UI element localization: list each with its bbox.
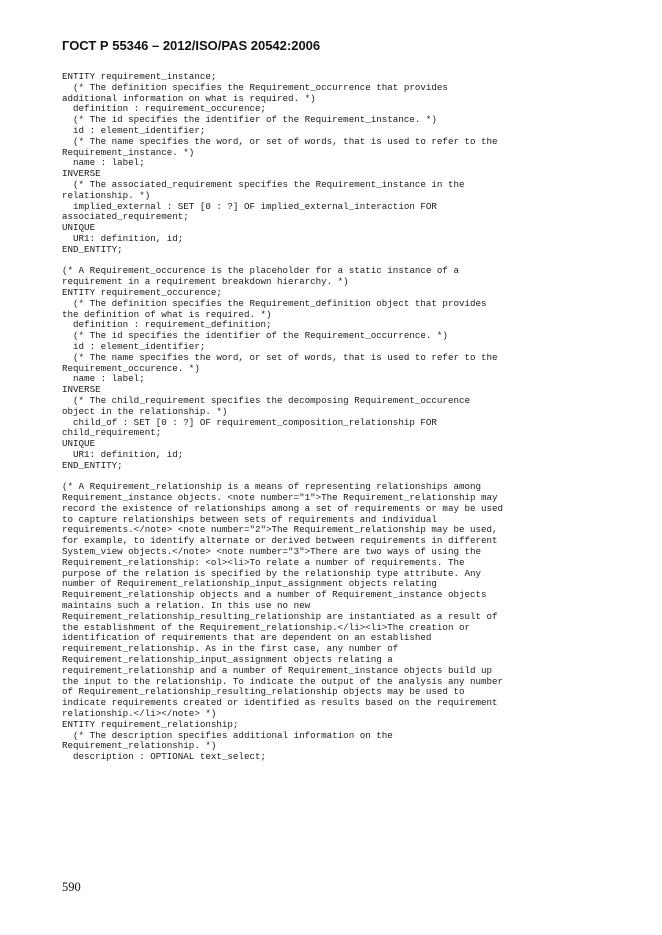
code-line: additional information on what is required. *) [62,92,316,104]
code-line: (* The id specifies the identifier of the Requirement_occurrence. *) [62,330,448,342]
code-line: number of Requirement_relationship_input_assignment objects relating [62,578,437,590]
code-line: associated_requirement; [62,211,189,223]
code-line: id : element_identifier; [62,124,206,136]
code-line: Requirement_instance objects. <note number="1">The Requirement_relationship may [62,492,498,504]
code-line: implied_external : SET [0 : ?] OF implied_external_interaction FOR [62,200,437,212]
code-line: INVERSE [62,384,101,396]
code-line: to capture relationships between sets of requirements and individual [62,513,437,525]
code-line: (* The associated_requirement specifies the Requirement_instance in the [62,178,465,190]
code-line: description : OPTIONAL text_select; [62,751,266,763]
code-line: Requirement_relationship_input_assignment objects relating a [62,654,393,666]
code-line: INVERSE [62,168,101,180]
code-line: record the existence of relationships among a set of requirements or may be used [62,502,504,514]
code-line: (* The description specifies additional information on the [62,729,393,741]
code-line: maintains such a relation. In this use no new [62,600,311,612]
code-line: of Requirement_relationship_resulting_relationship objects may be used to [62,686,465,698]
code-line: identification of requirements that are dependent on an established [62,632,432,644]
code-line: for example, to identify alternate or derived between requirements in different [62,535,498,547]
code-line: Requirement_relationship. *) [62,740,217,752]
code-line: (* A Requirement_occurence is the placeholder for a static instance of a [62,265,459,277]
code-line: id : element_identifier; [62,340,206,352]
code-line: UR1: definition, id; [62,448,184,460]
code-line: (* The name specifies the word, or set of words, that is used to refer to the [62,351,498,363]
code-line: requirement_relationship and a number of Requirement_instance objects build up [62,664,493,676]
code-line: UNIQUE [62,438,96,450]
code-line: the input to the relationship. To indicate the output of the analysis any number [62,675,504,687]
code-line: ENTITY requirement_instance; [62,71,217,82]
code-line: name : label; [62,157,145,169]
code-line: the definition of what is required. *) [62,308,272,320]
code-line: definition : requirement_definition; [62,319,272,331]
code-line: System_view objects.</note> <note number="3">There are two ways of using the [62,546,482,558]
code-line: (* The definition specifies the Requirement_definition object that provides [62,297,487,309]
code-line: object in the relationship. *) [62,405,228,417]
code-line: name : label; [62,373,145,385]
code-line: child_of : SET [0 : ?] OF requirement_composition_relationship FOR [62,416,437,428]
code-line: requirements.</note> <note number="2">The Requirement_relationship may be used, [62,524,498,536]
code-line: child_requirement; [62,427,162,439]
code-line: purpose of the relation is specified by the relationship type attribute. Any [62,567,482,579]
code-line: (* The name specifies the word, or set of words, that is used to refer to the [62,135,498,147]
code-line: ENTITY requirement_occurence; [62,286,222,298]
page-header-title: ГОСТ Р 55346 – 2012/ISO/PAS 20542:2006 [62,38,321,53]
code-line: Requirement_occurence. *) [62,362,200,374]
code-line: (* The child_requirement specifies the decomposing Requirement_occurence [62,394,470,406]
code-line: relationship.</li></note> *) [62,708,217,720]
code-line: (* The definition specifies the Requirement_occurrence that provides [62,81,448,93]
code-line: Requirement_relationship_resulting_relationship are instantiated as a result of [62,610,498,622]
code-line: (* A Requirement_relationship is a means of representing relationships among [62,481,482,493]
code-line: ENTITY requirement_relationship; [62,718,239,730]
code-line: UR1: definition, id; [62,232,184,244]
code-line: Requirement_relationship: <ol><li>To relate a number of requirements. The [62,556,465,568]
code-line: indicate requirements created or identified as results based on the requirement [62,697,498,709]
express-code-listing [62,72,652,763]
code-line: definition : requirement_occurence; [62,103,266,115]
code-line: requirement_relationship. As in the first case, any number of [62,643,399,655]
code-line: UNIQUE [62,222,96,234]
code-line: requirement in a requirement breakdown hierarchy. *) [62,276,349,288]
code-line: END_ENTITY; [62,459,123,471]
code-line: Requirement_instance. *) [62,146,195,158]
code-line: relationship. *) [62,189,151,201]
code-line: END_ENTITY; [62,243,123,255]
code-line: the establishment of the Requirement_relationship.</li><li>The creation or [62,621,470,633]
code-line: (* The id specifies the identifier of the Requirement_instance. *) [62,114,437,126]
code-line: Requirement_relationship objects and a number of Requirement_instance objects [62,589,487,601]
page-number: 590 [62,880,81,894]
